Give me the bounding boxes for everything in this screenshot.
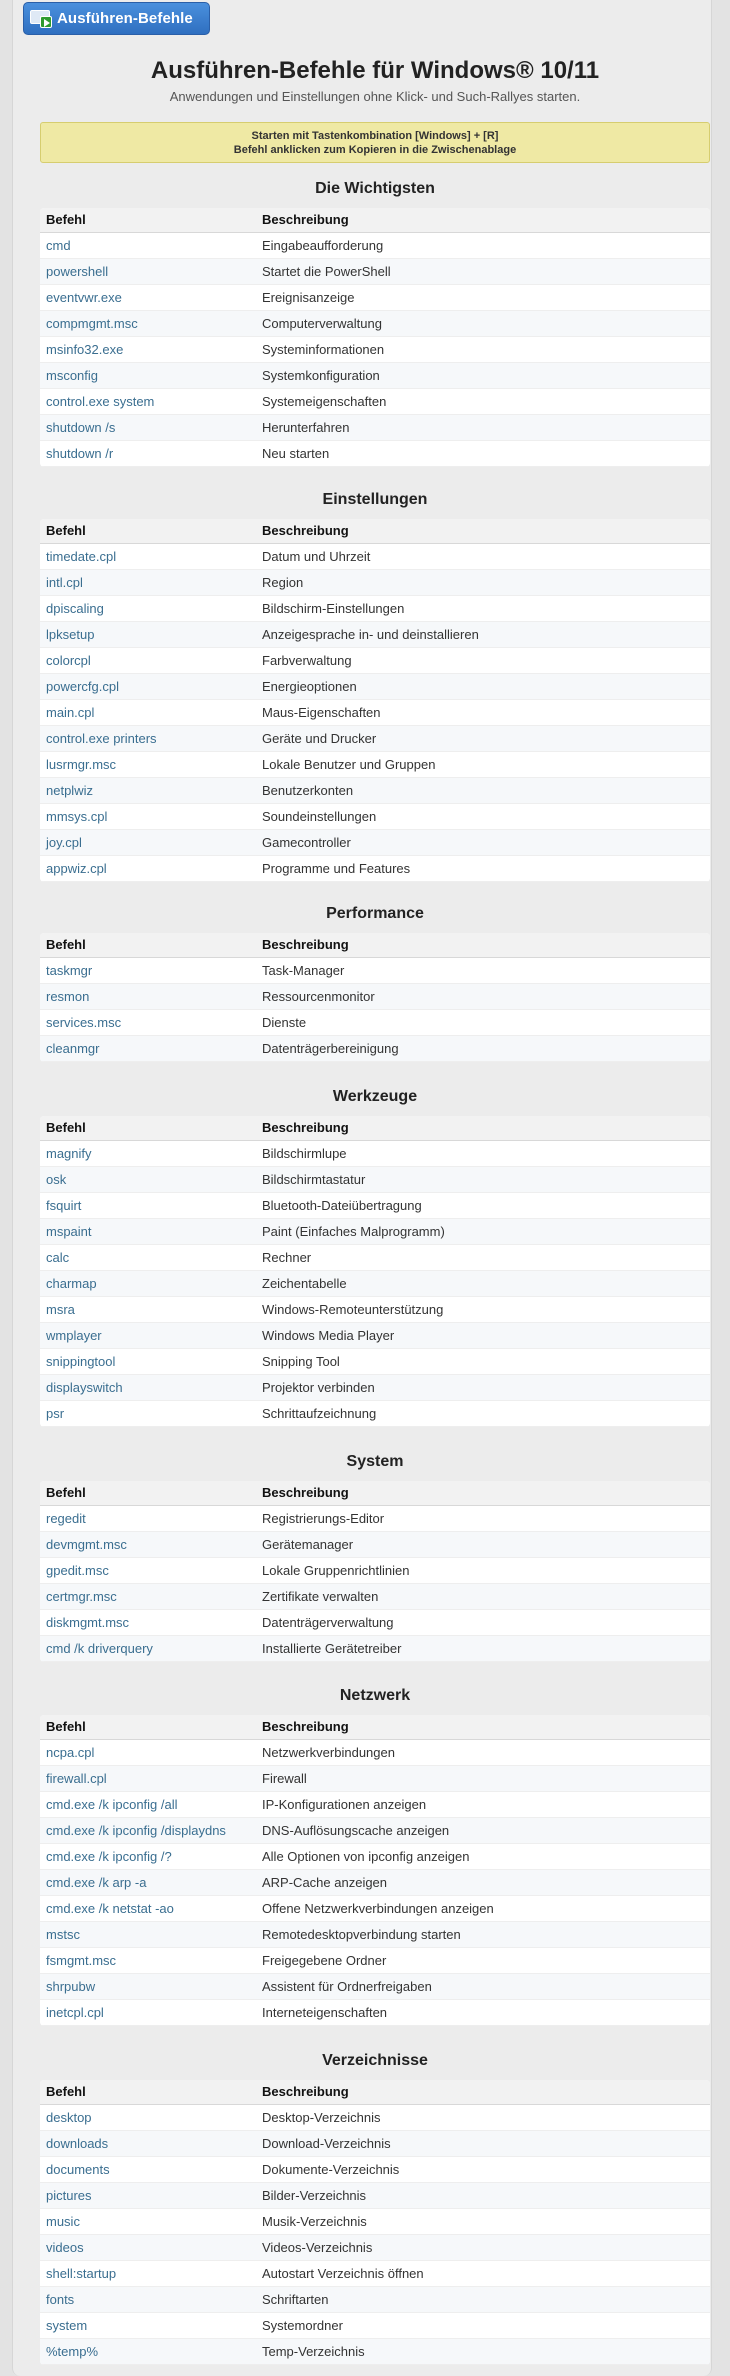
description-cell: Zeichentabelle [256,1270,710,1296]
command-cell[interactable]: magnify [40,1140,256,1166]
table-row [40,1791,710,1817]
table-row [40,855,710,881]
section-title: System [346,1453,404,1470]
command-cell[interactable]: music [40,2208,256,2234]
description-cell: Systemkonfiguration [256,362,710,388]
table-row [40,2338,710,2364]
command-table [40,1715,710,2026]
table-row [40,1609,710,1635]
command-cell[interactable]: cmd /k driverquery [40,1635,256,1661]
table-row [40,569,710,595]
command-cell[interactable]: msra [40,1296,256,1322]
table-row [40,1218,710,1244]
command-cell[interactable]: cmd.exe /k ipconfig /all [40,1791,256,1817]
description-cell: Benutzerkonten [256,777,710,803]
description-cell: Geräte und Drucker [256,725,710,751]
description-cell: Temp-Verzeichnis [256,2338,710,2364]
command-cell[interactable]: fsquirt [40,1192,256,1218]
description-cell: Snipping Tool [256,1348,710,1374]
command-table [40,519,710,882]
command-cell[interactable]: timedate.cpl [40,543,256,569]
table-row [40,647,710,673]
description-cell: Farbverwaltung [256,647,710,673]
column-header-description: Beschreibung [256,1116,710,1140]
run-app-icon [30,10,52,27]
table-row [40,1869,710,1895]
command-cell[interactable]: dpiscaling [40,595,256,621]
table-row [40,1009,710,1035]
table-header-row [40,1116,710,1140]
table-row [40,2182,710,2208]
command-cell[interactable]: diskmgmt.msc [40,1609,256,1635]
description-cell: Schrittaufzeichnung [256,1400,710,1426]
section-2 [40,899,710,1062]
table-row [40,777,710,803]
command-cell[interactable]: videos [40,2234,256,2260]
description-cell: Task-Manager [256,957,710,983]
command-cell[interactable]: gpedit.msc [40,1557,256,1583]
table-row [40,336,710,362]
section-1 [40,485,710,882]
app-tab-label: Ausführen-Befehle [57,10,193,27]
description-cell: Systemordner [256,2312,710,2338]
command-cell[interactable]: powershell [40,258,256,284]
description-cell: Autostart Verzeichnis öffnen [256,2260,710,2286]
table-row [40,1192,710,1218]
table-row [40,388,710,414]
table-row [40,983,710,1009]
table-row [40,1635,710,1661]
command-cell[interactable]: snippingtool [40,1348,256,1374]
command-cell[interactable]: ncpa.cpl [40,1739,256,1765]
description-cell: Windows-Remoteunterstützung [256,1296,710,1322]
description-cell: Firewall [256,1765,710,1791]
description-cell: Bluetooth-Dateiübertragung [256,1192,710,1218]
description-cell: Lokale Gruppenrichtlinien [256,1557,710,1583]
table-row [40,258,710,284]
description-cell: Download-Verzeichnis [256,2130,710,2156]
command-cell[interactable]: fonts [40,2286,256,2312]
description-cell: Gerätemanager [256,1531,710,1557]
description-cell: Alle Optionen von ipconfig anzeigen [256,1843,710,1869]
app-tab[interactable] [23,2,210,35]
description-cell: Windows Media Player [256,1322,710,1348]
section-title: Netzwerk [339,1687,411,1704]
description-cell: Eingabeaufforderung [256,232,710,258]
column-header-command: Befehl [40,933,256,957]
command-cell[interactable]: downloads [40,2130,256,2156]
command-cell[interactable]: services.msc [40,1009,256,1035]
table-row [40,725,710,751]
command-cell[interactable]: mspaint [40,1218,256,1244]
command-cell[interactable]: pictures [40,2182,256,2208]
table-row [40,2286,710,2312]
description-cell: Videos-Verzeichnis [256,2234,710,2260]
description-cell: Datenträgerverwaltung [256,1609,710,1635]
description-cell: Maus-Eigenschaften [256,699,710,725]
info-box [40,122,710,163]
command-table [40,933,710,1062]
section-4 [40,1447,710,1662]
description-cell: Schriftarten [256,2286,710,2312]
command-cell[interactable]: taskmgr [40,957,256,983]
table-row [40,1296,710,1322]
command-cell[interactable]: shutdown /r [40,440,256,466]
table-header-row [40,208,710,232]
table-row [40,1322,710,1348]
description-cell: Ressourcenmonitor [256,983,710,1009]
description-cell: Zertifikate verwalten [256,1583,710,1609]
command-cell[interactable]: wmplayer [40,1322,256,1348]
command-cell[interactable]: mstsc [40,1921,256,1947]
description-cell: DNS-Auflösungscache anzeigen [256,1817,710,1843]
command-cell[interactable]: documents [40,2156,256,2182]
table-header-row [40,933,710,957]
command-cell[interactable]: compmgmt.msc [40,310,256,336]
table-row [40,284,710,310]
command-cell[interactable]: lpksetup [40,621,256,647]
description-cell: Datum und Uhrzeit [256,543,710,569]
table-row [40,751,710,777]
column-header-description: Beschreibung [256,933,710,957]
table-row [40,2260,710,2286]
table-row [40,1973,710,1999]
command-cell[interactable]: lusrmgr.msc [40,751,256,777]
main-panel [12,0,712,2376]
description-cell: Herunterfahren [256,414,710,440]
command-cell[interactable]: powercfg.cpl [40,673,256,699]
section-title: Einstellungen [322,491,428,508]
table-row [40,543,710,569]
table-row [40,1921,710,1947]
table-row [40,595,710,621]
table-row [40,414,710,440]
page-subtitle: Anwendungen und Einstellungen ohne Klick- und Such-Rallyes starten. [169,89,581,104]
command-cell[interactable]: cmd.exe /k ipconfig /? [40,1843,256,1869]
command-cell[interactable]: system [40,2312,256,2338]
command-cell[interactable]: firewall.cpl [40,1765,256,1791]
description-cell: Neu starten [256,440,710,466]
table-row [40,2156,710,2182]
command-cell[interactable]: osk [40,1166,256,1192]
table-header-row [40,1481,710,1505]
description-cell: Startet die PowerShell [256,258,710,284]
command-table [40,1481,710,1662]
table-row [40,1270,710,1296]
table-row [40,440,710,466]
column-header-command: Befehl [40,2080,256,2104]
description-cell: Computerverwaltung [256,310,710,336]
command-cell[interactable]: intl.cpl [40,569,256,595]
description-cell: Region [256,569,710,595]
table-row [40,1166,710,1192]
section-0 [40,174,710,467]
description-cell: Bildschirmlupe [256,1140,710,1166]
table-row [40,1505,710,1531]
description-cell: Systemeigenschaften [256,388,710,414]
command-cell[interactable]: desktop [40,2104,256,2130]
command-cell[interactable]: %temp% [40,2338,256,2364]
description-cell: Remotedesktopverbindung starten [256,1921,710,1947]
section-title: Die Wichtigsten [315,180,435,197]
command-cell[interactable]: control.exe system [40,388,256,414]
command-cell[interactable]: fsmgmt.msc [40,1947,256,1973]
table-row [40,1035,710,1061]
command-cell[interactable]: eventvwr.exe [40,284,256,310]
table-row [40,2130,710,2156]
command-cell[interactable]: charmap [40,1270,256,1296]
section-6 [40,2046,710,2365]
description-cell: Bildschirm-Einstellungen [256,595,710,621]
command-cell[interactable]: resmon [40,983,256,1009]
command-cell[interactable]: cmd [40,232,256,258]
command-cell[interactable]: netplwiz [40,777,256,803]
command-table [40,1116,710,1427]
table-row [40,1765,710,1791]
table-row [40,1817,710,1843]
command-cell[interactable]: calc [40,1244,256,1270]
table-row [40,673,710,699]
table-row [40,1244,710,1270]
command-cell[interactable]: inetcpl.cpl [40,1999,256,2025]
page-title: Ausführen-Befehle für Windows® 10/11 [150,57,600,84]
command-table [40,2080,710,2365]
description-cell: Datenträgerbereinigung [256,1035,710,1061]
description-cell: Ereignisanzeige [256,284,710,310]
command-cell[interactable]: shrpubw [40,1973,256,1999]
description-cell: Rechner [256,1244,710,1270]
description-cell: Soundeinstellungen [256,803,710,829]
column-header-description: Beschreibung [256,1481,710,1505]
description-cell: Systeminformationen [256,336,710,362]
column-header-description: Beschreibung [256,1715,710,1739]
description-cell: Lokale Benutzer und Gruppen [256,751,710,777]
command-cell[interactable]: shell:startup [40,2260,256,2286]
description-cell: Offene Netzwerkverbindungen anzeigen [256,1895,710,1921]
command-cell[interactable]: mmsys.cpl [40,803,256,829]
table-row [40,699,710,725]
table-header-row [40,2080,710,2104]
table-header-row [40,519,710,543]
table-row [40,1531,710,1557]
description-cell: Projektor verbinden [256,1374,710,1400]
command-cell[interactable]: colorcpl [40,647,256,673]
table-row [40,362,710,388]
description-cell: Freigegebene Ordner [256,1947,710,1973]
table-row [40,310,710,336]
description-cell: Installierte Gerätetreiber [256,1635,710,1661]
table-row [40,2234,710,2260]
command-cell[interactable]: cmd.exe /k netstat -ao [40,1895,256,1921]
column-header-description: Beschreibung [256,208,710,232]
description-cell: Bildschirmtastatur [256,1166,710,1192]
section-title: Verzeichnisse [322,2052,428,2069]
command-cell[interactable]: regedit [40,1505,256,1531]
command-cell[interactable]: devmgmt.msc [40,1531,256,1557]
command-cell[interactable]: msconfig [40,362,256,388]
column-header-command: Befehl [40,1715,256,1739]
table-row [40,2208,710,2234]
table-row [40,1374,710,1400]
table-row [40,1999,710,2025]
command-cell[interactable]: cmd.exe /k arp -a [40,1869,256,1895]
command-cell[interactable]: joy.cpl [40,829,256,855]
description-cell: Gamecontroller [256,829,710,855]
table-header-row [40,1715,710,1739]
command-table [40,208,710,467]
column-header-command: Befehl [40,519,256,543]
table-row [40,957,710,983]
description-cell: IP-Konfigurationen anzeigen [256,1791,710,1817]
table-row [40,1557,710,1583]
column-header-command: Befehl [40,1116,256,1140]
command-cell[interactable]: cleanmgr [40,1035,256,1061]
command-cell[interactable]: appwiz.cpl [40,855,256,881]
section-3 [40,1082,710,1427]
description-cell: ARP-Cache anzeigen [256,1869,710,1895]
description-cell: Registrierungs-Editor [256,1505,710,1531]
table-row [40,1895,710,1921]
table-row [40,2312,710,2338]
table-row [40,829,710,855]
table-row [40,2104,710,2130]
description-cell: Paint (Einfaches Malprogramm) [256,1218,710,1244]
description-cell: Desktop-Verzeichnis [256,2104,710,2130]
column-header-description: Beschreibung [256,2080,710,2104]
description-cell: Interneteigenschaften [256,1999,710,2025]
table-row [40,1140,710,1166]
column-header-command: Befehl [40,1481,256,1505]
section-title: Performance [326,905,424,922]
column-header-command: Befehl [40,208,256,232]
command-cell[interactable]: cmd.exe /k ipconfig /displaydns [40,1817,256,1843]
command-cell[interactable]: certmgr.msc [40,1583,256,1609]
table-row [40,1400,710,1426]
table-row [40,1583,710,1609]
column-header-description: Beschreibung [256,519,710,543]
table-row [40,621,710,647]
table-row [40,1843,710,1869]
description-cell: Musik-Verzeichnis [256,2208,710,2234]
description-cell: Energieoptionen [256,673,710,699]
table-row [40,803,710,829]
info-copy-hint-text: Befehl anklicken zum Kopieren in die Zwischenablage [233,144,517,156]
table-row [40,232,710,258]
description-cell: Programme und Features [256,855,710,881]
command-cell[interactable]: msinfo32.exe [40,336,256,362]
command-cell[interactable]: shutdown /s [40,414,256,440]
description-cell: Dokumente-Verzeichnis [256,2156,710,2182]
command-cell[interactable]: psr [40,1400,256,1426]
table-row [40,1348,710,1374]
description-cell: Dienste [256,1009,710,1035]
command-cell[interactable]: main.cpl [40,699,256,725]
section-title: Werkzeuge [332,1088,418,1105]
table-row [40,1947,710,1973]
description-cell: Anzeigesprache in- und deinstallieren [256,621,710,647]
section-5 [40,1681,710,2026]
table-row [40,1739,710,1765]
description-cell: Assistent für Ordnerfreigaben [256,1973,710,1999]
description-cell: Bilder-Verzeichnis [256,2182,710,2208]
command-cell[interactable]: displayswitch [40,1374,256,1400]
info-shortcut-text: Starten mit Tastenkombination [Windows] + [R] [251,130,499,142]
command-cell[interactable]: control.exe printers [40,725,256,751]
description-cell: Netzwerkverbindungen [256,1739,710,1765]
